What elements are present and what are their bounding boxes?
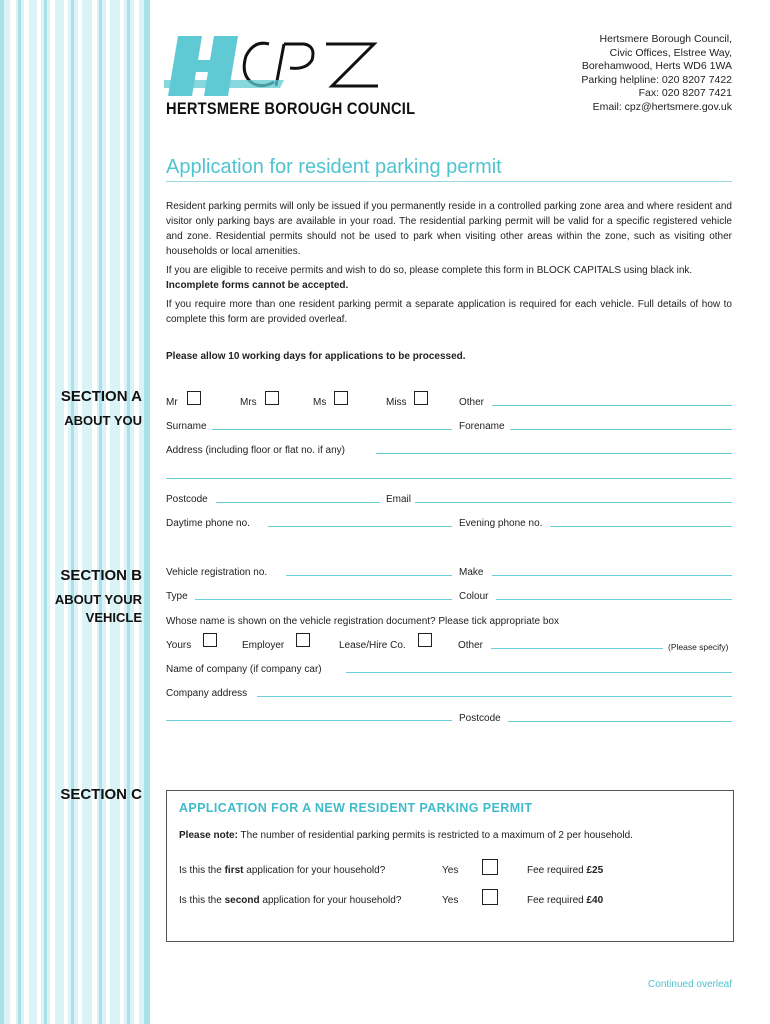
first-fee	[527, 865, 603, 876]
company-address-field-line-2[interactable]	[166, 720, 452, 721]
owner-other-field[interactable]	[491, 648, 663, 649]
decorative-stripes	[0, 0, 150, 1024]
title-rule	[166, 181, 732, 182]
lease-hire-checkbox[interactable]	[418, 633, 432, 647]
intro-paragraph-1: Resident parking permits will only be issued if you permanently reside in a controlled parking zone area and where resident and visitor only parking bays are available in your road. The residential parking permit will be valid for a specific registered vehicle and zone. Residential permits should not be used to park when visiting other areas within the zone, such as visiting other households or local amenities.	[166, 201, 732, 257]
owner-question: Whose name is shown on the vehicle registration document? Please tick appropriate box	[166, 616, 559, 627]
daytime-phone-label: Daytime phone no.	[166, 518, 250, 529]
yours-checkbox[interactable]	[203, 633, 217, 647]
fee-amount-second: £40	[586, 895, 604, 906]
mrs-label: Mrs	[240, 397, 257, 408]
evening-phone-field[interactable]	[550, 526, 732, 527]
second-yes-label: Yes	[442, 895, 459, 906]
q2-pre: Is this the	[179, 895, 222, 906]
company-name-field[interactable]	[346, 672, 732, 673]
page-title: Application for resident parking permit	[166, 156, 502, 178]
please-specify-note: (Please specify)	[668, 642, 729, 652]
vehicle-reg-field[interactable]	[286, 575, 452, 576]
q1-bold: first	[224, 865, 244, 876]
evening-phone-label: Evening phone no.	[459, 518, 543, 529]
q1-pre: Is this the	[179, 865, 222, 876]
section-a-subheading: ABOUT YOU	[64, 413, 142, 428]
make-label: Make	[459, 567, 484, 578]
intro-paragraph-2	[166, 263, 732, 293]
permit-note-label: Please note:	[179, 830, 238, 841]
section-b-heading: SECTION B	[60, 567, 142, 584]
q1-post: application for your household?	[246, 865, 386, 876]
miss-label: Miss	[386, 397, 407, 408]
council-address	[581, 33, 732, 115]
other-title-label: Other	[459, 397, 485, 408]
second-application-checkbox[interactable]	[482, 889, 498, 905]
mr-label: Mr	[166, 397, 178, 408]
first-application-question	[179, 865, 385, 876]
daytime-phone-field[interactable]	[268, 526, 452, 527]
section-b-subheading-2: VEHICLE	[85, 610, 142, 625]
processing-notice: Please allow 10 working days for applications to be processed.	[166, 351, 466, 362]
intro-paragraph-3: If you require more than one resident parking permit a separate application is required for each vehicle. Full details of how to complete this form are provided overleaf.	[166, 299, 732, 325]
postcode-field[interactable]	[216, 502, 380, 503]
company-address-field-line-1[interactable]	[257, 696, 732, 697]
q2-bold: second	[224, 895, 260, 906]
surname-field[interactable]	[212, 429, 452, 430]
fee-label: Fee required	[527, 865, 584, 876]
permit-note	[179, 830, 633, 841]
parking-helpline: Parking helpline: 020 8207 7422	[581, 73, 732, 86]
ms-label: Ms	[313, 397, 327, 408]
colour-field[interactable]	[496, 599, 732, 600]
postcode-label: Postcode	[166, 494, 208, 505]
forename-label: Forename	[459, 421, 505, 432]
continued-overleaf: Continued overleaf	[648, 979, 732, 990]
fax: Fax: 020 8207 7421	[638, 87, 732, 100]
address-label: Address (including floor or flat no. if any)	[166, 445, 345, 456]
second-application-question	[179, 895, 401, 906]
type-field[interactable]	[195, 599, 452, 600]
address-line: Civic Offices, Elstree Way,	[609, 46, 732, 59]
section-b-subheading-1: ABOUT YOUR	[54, 592, 142, 607]
company-postcode-label: Postcode	[459, 713, 501, 724]
make-field[interactable]	[492, 575, 732, 576]
company-postcode-field[interactable]	[508, 721, 732, 722]
address-field-line-2[interactable]	[166, 478, 732, 479]
ms-checkbox[interactable]	[334, 391, 348, 405]
employer-label: Employer	[242, 640, 285, 651]
yours-label: Yours	[166, 640, 192, 651]
q2-post: application for your household?	[262, 895, 402, 906]
incomplete-warning: Incomplete forms cannot be accepted.	[166, 280, 349, 291]
lease-hire-label: Lease/Hire Co.	[339, 640, 406, 651]
email-label: Email	[386, 494, 412, 505]
second-fee	[527, 895, 603, 906]
owner-other-label: Other	[458, 640, 484, 651]
company-address-label: Company address	[166, 688, 248, 699]
colour-label: Colour	[459, 591, 489, 602]
company-name-label: Name of company (if company car)	[166, 664, 322, 675]
address-line: Borehamwood, Herts WD6 1WA	[581, 60, 732, 73]
email-contact: Email: cpz@hertsmere.gov.uk	[592, 100, 732, 113]
forename-field[interactable]	[510, 429, 732, 430]
address-line: Hertsmere Borough Council,	[599, 33, 732, 45]
permit-note-text: The number of residential parking permits is restricted to a maximum of 2 per household.	[240, 830, 633, 841]
address-field-line-1[interactable]	[376, 453, 732, 454]
fee-amount-first: £25	[586, 865, 604, 876]
other-title-field[interactable]	[492, 405, 732, 406]
new-permit-title: APPLICATION FOR A NEW RESIDENT PARKING PERMIT	[179, 801, 533, 815]
email-field[interactable]	[415, 502, 732, 503]
surname-label: Surname	[166, 421, 207, 432]
intro-instructions: If you are eligible to receive permits and wish to do so, please complete this form in BLOCK CAPITALS using black ink.	[166, 265, 693, 276]
mr-checkbox[interactable]	[187, 391, 201, 405]
mrs-checkbox[interactable]	[265, 391, 279, 405]
first-yes-label: Yes	[442, 865, 459, 876]
section-a-heading: SECTION A	[60, 388, 142, 405]
logo-caption: HERTSMERE BOROUGH COUNCIL	[166, 99, 416, 118]
employer-checkbox[interactable]	[296, 633, 310, 647]
first-application-checkbox[interactable]	[482, 859, 498, 875]
section-c-heading: SECTION C	[60, 786, 142, 803]
fee-label: Fee required	[527, 895, 584, 906]
type-label: Type	[166, 591, 188, 602]
miss-checkbox[interactable]	[414, 391, 428, 405]
vehicle-reg-label: Vehicle registration no.	[166, 567, 268, 578]
